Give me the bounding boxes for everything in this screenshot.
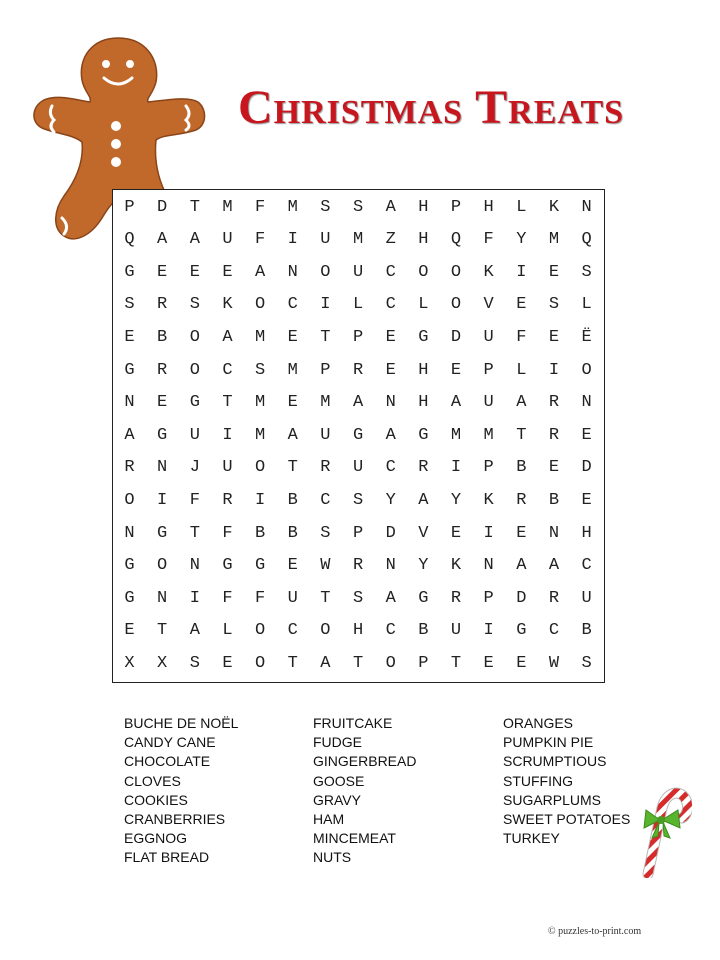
grid-cell: U bbox=[320, 425, 331, 445]
grid-cell: E bbox=[516, 653, 527, 673]
grid-cell: O bbox=[450, 295, 462, 315]
grid-cell: A bbox=[222, 327, 233, 347]
grid-cell: M bbox=[287, 197, 298, 217]
word-list-item: SCRUMPTIOUS bbox=[503, 753, 607, 770]
grid-cell: A bbox=[124, 425, 135, 445]
word-list-item: COOKIES bbox=[124, 791, 188, 808]
grid-cell: R bbox=[450, 588, 462, 608]
grid-cell: A bbox=[516, 393, 527, 413]
grid-cell: G bbox=[189, 393, 200, 413]
grid-cell: T bbox=[222, 393, 233, 413]
grid-cell: K bbox=[483, 490, 494, 510]
grid-cell: E bbox=[581, 425, 592, 445]
grid-cell: G bbox=[254, 556, 266, 576]
grid-cell: A bbox=[418, 490, 429, 510]
grid-cell: G bbox=[418, 588, 429, 608]
grid-cell: B bbox=[254, 523, 266, 543]
grid-cell: R bbox=[418, 458, 429, 478]
grid-cell: G bbox=[222, 556, 233, 576]
grid-cell: E bbox=[124, 327, 135, 347]
grid-cell: U bbox=[483, 327, 494, 347]
grid-cell: H bbox=[483, 197, 494, 217]
grid-cell: A bbox=[189, 621, 200, 641]
grid-cell: G bbox=[418, 327, 429, 347]
grid-cell: M bbox=[287, 360, 298, 380]
grid-cell: R bbox=[124, 458, 135, 478]
grid-cell: A bbox=[385, 197, 396, 217]
grid-cell: L bbox=[222, 621, 233, 641]
grid-cell: H bbox=[418, 360, 429, 380]
grid-cell: W bbox=[320, 556, 331, 576]
grid-cell: U bbox=[222, 458, 233, 478]
grid-cell: S bbox=[581, 653, 592, 673]
word-list-item: TURKEY bbox=[503, 830, 560, 847]
grid-cell: M bbox=[352, 230, 364, 250]
grid-cell: I bbox=[157, 490, 168, 510]
grid-cell: Y bbox=[516, 230, 527, 250]
grid-cell: D bbox=[157, 197, 168, 217]
grid-cell: S bbox=[320, 197, 331, 217]
grid-cell: C bbox=[222, 360, 233, 380]
grid-cell: R bbox=[548, 588, 560, 608]
grid-cell: K bbox=[450, 556, 462, 576]
grid-cell: A bbox=[189, 230, 200, 250]
grid-cell: O bbox=[320, 621, 331, 641]
grid-cell: P bbox=[320, 360, 331, 380]
grid-cell: I bbox=[189, 588, 200, 608]
grid-cell: N bbox=[385, 393, 396, 413]
grid-cell: M bbox=[483, 425, 494, 445]
grid-cell: D bbox=[581, 458, 592, 478]
grid-cell: O bbox=[254, 458, 266, 478]
grid-cell: A bbox=[385, 588, 396, 608]
word-list-item: MINCEMEAT bbox=[313, 830, 396, 847]
grid-cell: E bbox=[385, 327, 396, 347]
grid-cell: C bbox=[385, 295, 396, 315]
word-list-item: PUMPKIN PIE bbox=[503, 734, 594, 751]
grid-cell: T bbox=[157, 621, 168, 641]
grid-cell: E bbox=[548, 458, 560, 478]
grid-cell: N bbox=[581, 393, 592, 413]
grid-cell: P bbox=[352, 327, 364, 347]
grid-cell: T bbox=[189, 197, 200, 217]
grid-cell: O bbox=[418, 262, 429, 282]
grid-cell: E bbox=[287, 393, 298, 413]
grid-cell: S bbox=[189, 653, 200, 673]
grid-cell: E bbox=[516, 523, 527, 543]
grid-cell: R bbox=[157, 360, 168, 380]
grid-cell: U bbox=[450, 621, 462, 641]
word-list-item: CLOVES bbox=[124, 772, 181, 789]
grid-cell: D bbox=[450, 327, 462, 347]
grid-cell: O bbox=[450, 262, 462, 282]
grid-cell: T bbox=[352, 653, 364, 673]
grid-cell: S bbox=[548, 295, 560, 315]
grid-cell: E bbox=[516, 295, 527, 315]
grid-cell: D bbox=[516, 588, 527, 608]
grid-cell: O bbox=[124, 490, 135, 510]
grid-cell: N bbox=[548, 523, 560, 543]
word-list-item: SUGARPLUMS bbox=[503, 791, 602, 808]
grid-cell: N bbox=[581, 197, 592, 217]
grid-cell: E bbox=[222, 653, 233, 673]
grid-cell: G bbox=[418, 425, 429, 445]
grid-cell: I bbox=[287, 230, 298, 250]
grid-cell: H bbox=[418, 230, 429, 250]
grid-cell: W bbox=[548, 653, 560, 673]
grid-cell: I bbox=[516, 262, 527, 282]
grid-cell: F bbox=[254, 230, 266, 250]
grid-cell: T bbox=[287, 458, 298, 478]
grid-cell: N bbox=[287, 262, 298, 282]
grid-cell: A bbox=[450, 393, 462, 413]
grid-cell: I bbox=[320, 295, 331, 315]
page-title: Christmas Treats bbox=[238, 81, 625, 134]
grid-cell: E bbox=[157, 262, 168, 282]
grid-cell: T bbox=[287, 653, 298, 673]
grid-cell: C bbox=[287, 295, 298, 315]
grid-cell: U bbox=[581, 588, 592, 608]
grid-cell: R bbox=[320, 458, 331, 478]
word-list-item: EGGNOG bbox=[124, 830, 188, 847]
grid-cell: E bbox=[483, 653, 494, 673]
word-list-item: FUDGE bbox=[313, 734, 362, 751]
grid-cell: P bbox=[483, 588, 494, 608]
grid-cell: X bbox=[157, 653, 168, 673]
grid-cell: F bbox=[483, 230, 494, 250]
grid-cell: A bbox=[320, 653, 331, 673]
grid-cell: E bbox=[124, 621, 135, 641]
grid-cell: C bbox=[385, 458, 396, 478]
grid-cell: R bbox=[516, 490, 527, 510]
grid-cell: K bbox=[222, 295, 233, 315]
grid-cell: E bbox=[548, 327, 560, 347]
word-list-item: CRANBERRIES bbox=[124, 811, 226, 828]
grid-cell: U bbox=[287, 588, 298, 608]
grid-cell: G bbox=[124, 588, 135, 608]
grid-cell: E bbox=[222, 262, 233, 282]
word-list-column-2 bbox=[313, 714, 493, 868]
grid-cell: Q bbox=[124, 230, 135, 250]
grid-cell: H bbox=[581, 523, 592, 543]
word-list-column-1 bbox=[124, 714, 304, 868]
grid-cell: F bbox=[254, 588, 266, 608]
grid-cell: O bbox=[254, 653, 266, 673]
grid-cell: G bbox=[124, 262, 135, 282]
grid-cell: S bbox=[124, 295, 135, 315]
grid-cell: I bbox=[254, 490, 266, 510]
grid-cell: M bbox=[450, 425, 462, 445]
grid-cell: G bbox=[124, 556, 135, 576]
grid-cell: N bbox=[157, 458, 168, 478]
grid-cell: P bbox=[418, 653, 429, 673]
grid-cell: R bbox=[352, 556, 364, 576]
grid-cell: C bbox=[287, 621, 298, 641]
word-list-item: FRUITCAKE bbox=[313, 715, 393, 731]
grid-cell: I bbox=[548, 360, 560, 380]
grid-cell: I bbox=[222, 425, 233, 445]
word-search-grid bbox=[112, 189, 605, 683]
grid-cell: V bbox=[483, 295, 494, 315]
grid-cell: Z bbox=[385, 230, 396, 250]
grid-cell: E bbox=[157, 393, 168, 413]
grid-cell: E bbox=[287, 556, 298, 576]
grid-cell: E bbox=[385, 360, 396, 380]
grid-cell: E bbox=[287, 327, 298, 347]
grid-cell: H bbox=[418, 197, 429, 217]
grid-cell: E bbox=[450, 360, 462, 380]
grid-cell: Q bbox=[581, 230, 592, 250]
grid-cell: N bbox=[483, 556, 494, 576]
grid-cell: I bbox=[483, 523, 494, 543]
word-list-item: GOOSE bbox=[313, 772, 365, 789]
grid-cell: F bbox=[254, 197, 266, 217]
grid-cell: N bbox=[189, 556, 200, 576]
grid-cell: N bbox=[385, 556, 396, 576]
grid-cell: Q bbox=[450, 230, 462, 250]
grid-cell: M bbox=[222, 197, 233, 217]
grid-cell: Y bbox=[385, 490, 396, 510]
grid-cell: O bbox=[157, 556, 168, 576]
grid-cell: Ë bbox=[581, 327, 592, 347]
word-list-item: STUFFING bbox=[503, 772, 573, 789]
grid-cell: C bbox=[581, 556, 592, 576]
word-list-item: SWEET POTATOES bbox=[503, 811, 631, 828]
grid-cell: L bbox=[581, 295, 592, 315]
grid-cell: A bbox=[287, 425, 298, 445]
grid-cell: R bbox=[157, 295, 168, 315]
candy-cane-icon bbox=[628, 778, 692, 878]
grid-cell: A bbox=[385, 425, 396, 445]
grid-cell: S bbox=[352, 197, 364, 217]
grid-cell: N bbox=[157, 588, 168, 608]
grid-cell: U bbox=[222, 230, 233, 250]
grid-cell: M bbox=[320, 393, 331, 413]
grid-cell: T bbox=[320, 588, 331, 608]
grid-cell: E bbox=[189, 262, 200, 282]
grid-cell: U bbox=[483, 393, 494, 413]
grid-cell: O bbox=[254, 621, 266, 641]
grid-cell: F bbox=[222, 523, 233, 543]
grid-cell: G bbox=[352, 425, 364, 445]
grid-cell: C bbox=[385, 262, 396, 282]
grid-cell: P bbox=[352, 523, 364, 543]
grid-cell: E bbox=[548, 262, 560, 282]
grid-cell: Y bbox=[418, 556, 429, 576]
grid-cell: T bbox=[516, 425, 527, 445]
grid-cell: B bbox=[157, 327, 168, 347]
grid-cell: C bbox=[320, 490, 331, 510]
grid-cell: L bbox=[418, 295, 429, 315]
grid-cell: B bbox=[581, 621, 592, 641]
grid-cell: B bbox=[287, 523, 298, 543]
grid-cell: C bbox=[548, 621, 560, 641]
word-list-item: HAM bbox=[313, 811, 345, 828]
grid-cell: O bbox=[189, 327, 200, 347]
grid-cell: M bbox=[254, 393, 266, 413]
grid-cell: R bbox=[352, 360, 364, 380]
grid-cell: B bbox=[548, 490, 560, 510]
grid-cell: X bbox=[124, 653, 135, 673]
grid-cell: S bbox=[352, 490, 364, 510]
grid-cell: T bbox=[189, 523, 200, 543]
word-list-item: ORANGES bbox=[503, 715, 574, 731]
grid-cell: U bbox=[352, 262, 364, 282]
grid-cell: P bbox=[483, 458, 494, 478]
grid-cell: G bbox=[124, 360, 135, 380]
grid-cell: S bbox=[320, 523, 331, 543]
grid-cell: I bbox=[450, 458, 462, 478]
grid-cell: G bbox=[157, 523, 168, 543]
grid-cell: R bbox=[222, 490, 233, 510]
grid-cell: G bbox=[516, 621, 527, 641]
grid-cell: S bbox=[581, 262, 592, 282]
word-list-item: GINGERBREAD bbox=[313, 753, 417, 770]
grid-cell: H bbox=[352, 621, 364, 641]
grid-cell: U bbox=[189, 425, 200, 445]
grid-cell: U bbox=[320, 230, 331, 250]
grid-cell: I bbox=[483, 621, 494, 641]
grid-cell: R bbox=[548, 425, 560, 445]
grid-cell: S bbox=[352, 588, 364, 608]
grid-cell: F bbox=[222, 588, 233, 608]
grid-cell: M bbox=[254, 327, 266, 347]
grid-cell: A bbox=[548, 556, 560, 576]
grid-cell: L bbox=[516, 360, 527, 380]
grid-cell: H bbox=[418, 393, 429, 413]
grid-cell: P bbox=[483, 360, 494, 380]
grid-cell: B bbox=[287, 490, 298, 510]
word-list-item: CHOCOLATE bbox=[124, 753, 211, 770]
grid-cell: A bbox=[516, 556, 527, 576]
word-list-item: NUTS bbox=[313, 849, 352, 866]
grid-cell: F bbox=[516, 327, 527, 347]
grid-cell: A bbox=[352, 393, 364, 413]
grid-cell: F bbox=[189, 490, 200, 510]
grid-cell: T bbox=[450, 653, 462, 673]
grid-cell: J bbox=[189, 458, 200, 478]
grid-cell: C bbox=[385, 621, 396, 641]
grid-cell: P bbox=[124, 197, 135, 217]
grid-cell: E bbox=[581, 490, 592, 510]
copyright-footer: © puzzles-to-print.com bbox=[548, 926, 642, 937]
grid-cell: L bbox=[516, 197, 527, 217]
grid-cell: S bbox=[254, 360, 266, 380]
grid-cell: A bbox=[254, 262, 266, 282]
grid-cell: O bbox=[581, 360, 592, 380]
word-list-item: BUCHE DE NOËL bbox=[124, 715, 239, 731]
word-list-item: GRAVY bbox=[313, 791, 361, 808]
grid-cell: B bbox=[418, 621, 429, 641]
grid-cell: D bbox=[385, 523, 396, 543]
grid-cell: O bbox=[189, 360, 200, 380]
grid-cell: M bbox=[548, 230, 560, 250]
grid-cell: K bbox=[548, 197, 560, 217]
grid-cell: K bbox=[483, 262, 494, 282]
grid-cell: O bbox=[320, 262, 331, 282]
grid-cell: R bbox=[548, 393, 560, 413]
grid-cell: E bbox=[450, 523, 462, 543]
grid-cell: G bbox=[157, 425, 168, 445]
grid-cell: L bbox=[352, 295, 364, 315]
word-list-item: CANDY CANE bbox=[124, 734, 216, 751]
grid-cell: T bbox=[320, 327, 331, 347]
grid-cell: P bbox=[450, 197, 462, 217]
grid-cell: O bbox=[385, 653, 396, 673]
grid-cell: V bbox=[418, 523, 429, 543]
grid-cell: S bbox=[189, 295, 200, 315]
word-list-item: FLAT BREAD bbox=[124, 849, 210, 866]
grid-cell: U bbox=[352, 458, 364, 478]
grid-cell: N bbox=[124, 523, 135, 543]
grid-cell: M bbox=[254, 425, 266, 445]
grid-cell: Y bbox=[450, 490, 462, 510]
grid-cell: B bbox=[516, 458, 527, 478]
grid-cell: N bbox=[124, 393, 135, 413]
grid-cell: O bbox=[254, 295, 266, 315]
grid-cell: A bbox=[157, 230, 168, 250]
